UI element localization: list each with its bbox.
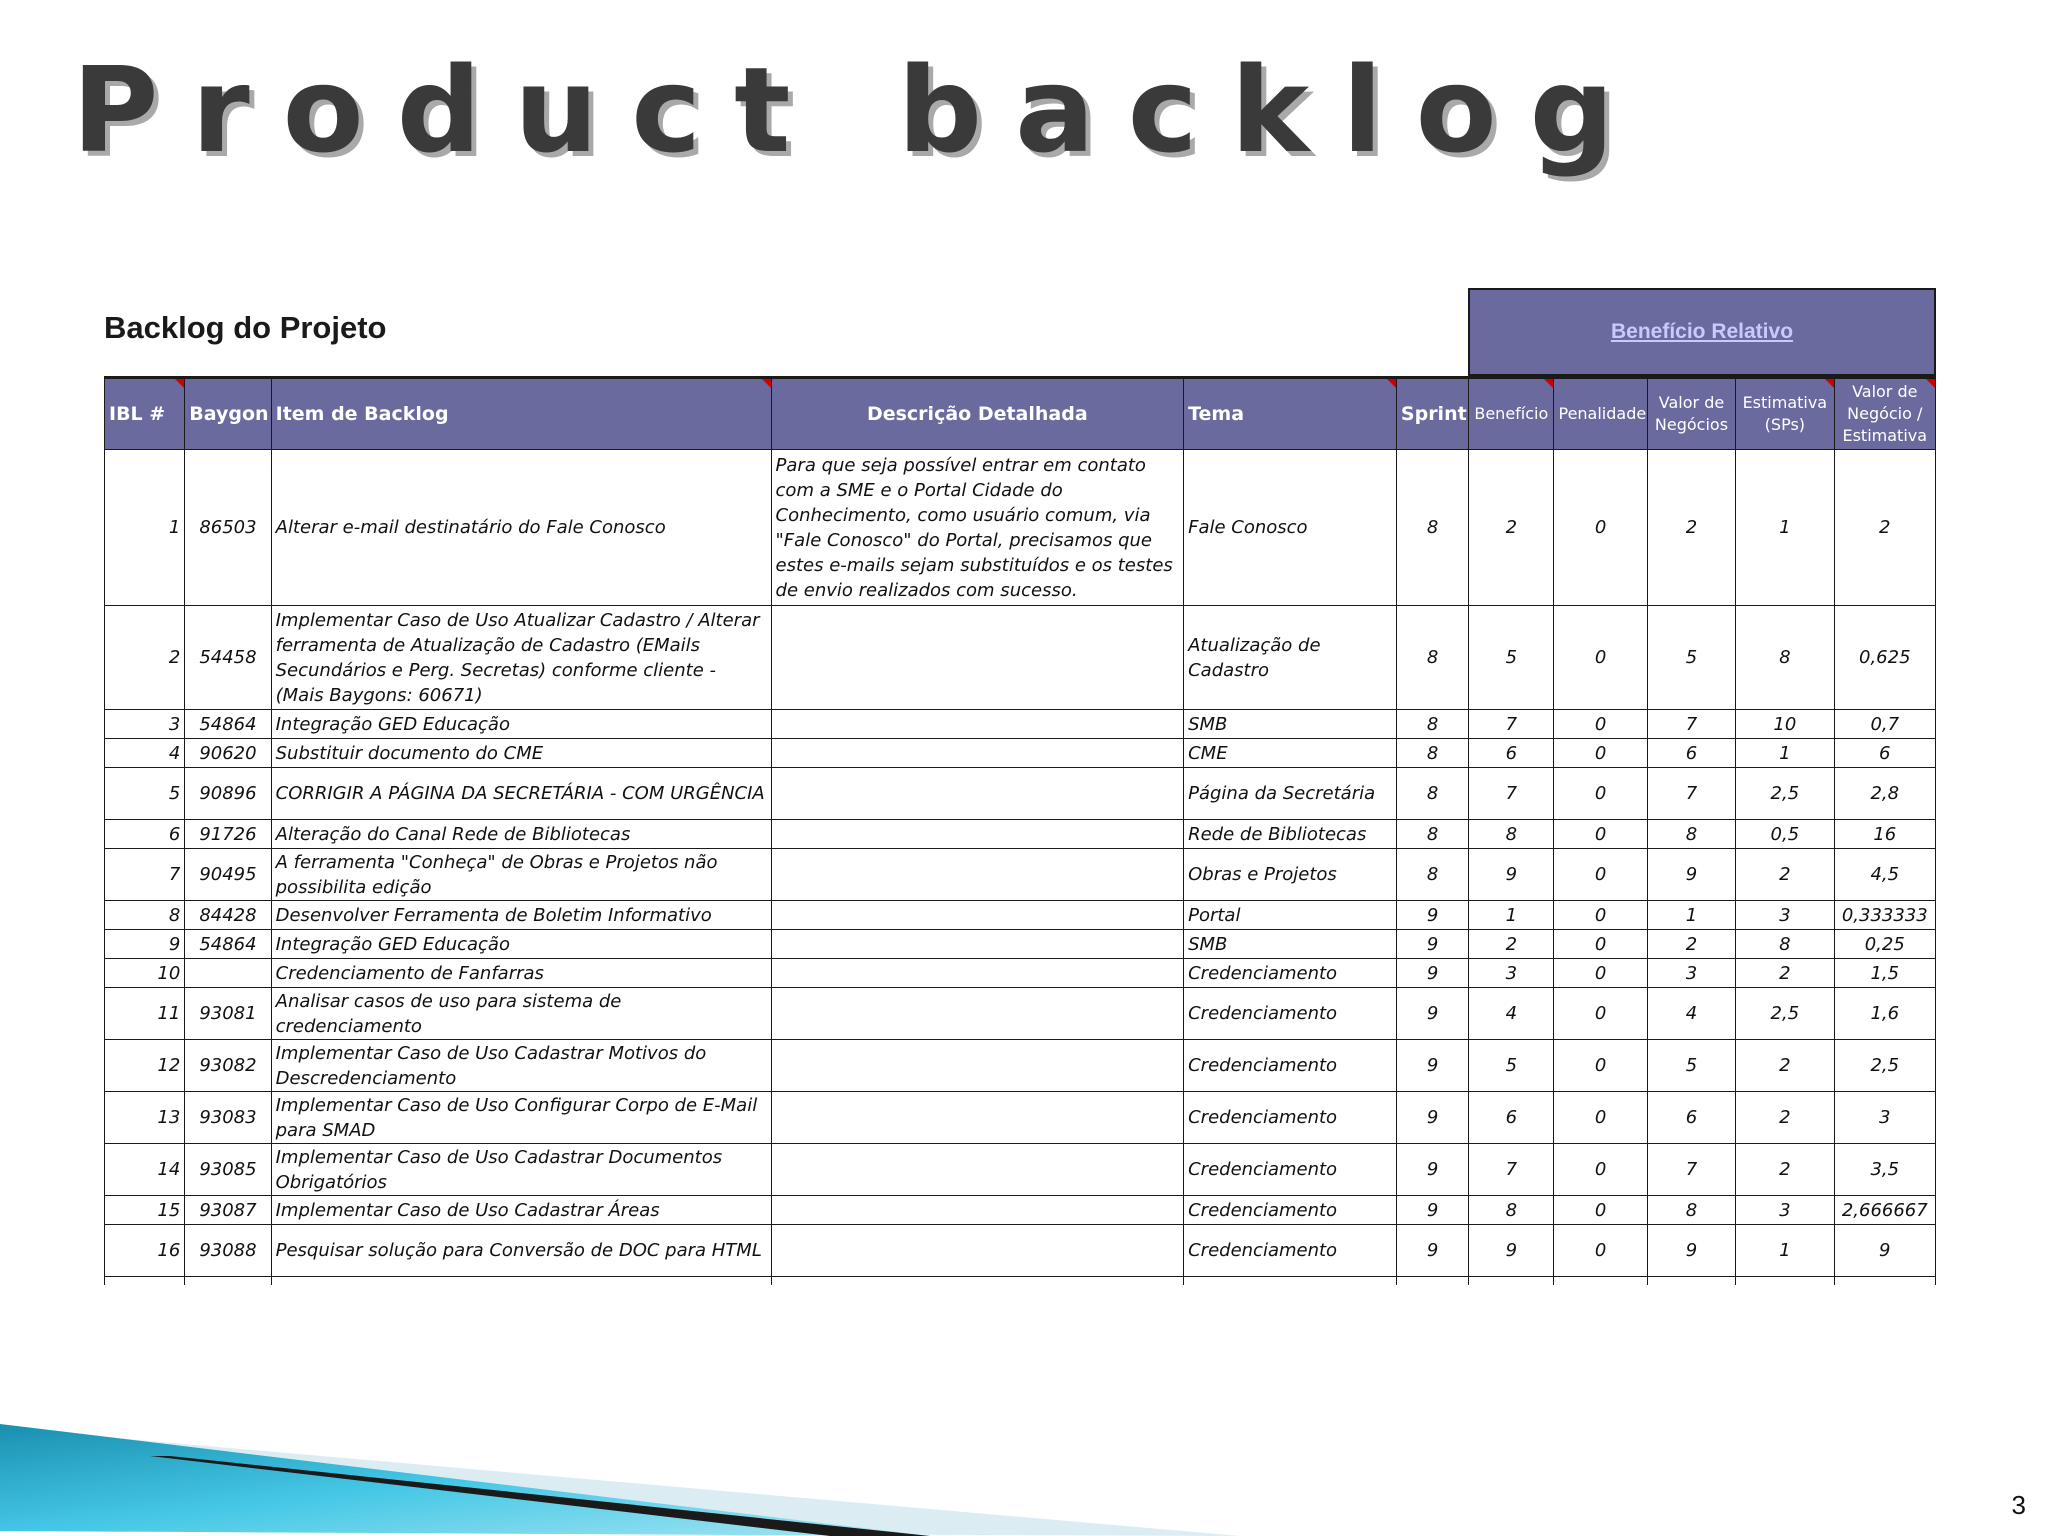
cell-business-value[interactable]: 5 [1647, 606, 1735, 710]
cell-estimate[interactable]: 1 [1736, 450, 1834, 606]
cell-theme[interactable]: Atualização de Cadastro [1184, 606, 1397, 710]
cell-estimate[interactable]: 2 [1736, 1144, 1834, 1196]
cell-ibl[interactable]: 4 [105, 739, 185, 768]
cell-baygon[interactable]: 93087 [185, 1196, 271, 1225]
cell-ibl[interactable]: 11 [105, 988, 185, 1040]
cell-ibl[interactable]: 5 [105, 768, 185, 820]
column-header-theme[interactable]: Tema [1184, 378, 1397, 450]
cell-sprint[interactable]: 8 [1396, 768, 1468, 820]
relative-benefit-header [1468, 288, 1936, 376]
backlog-spreadsheet [104, 288, 1936, 1288]
comment-marker-icon [1825, 379, 1834, 388]
cell-value-per-estimate[interactable]: 3 [1834, 1092, 1935, 1144]
column-header-business-value[interactable]: Valor de Negócios [1647, 378, 1735, 450]
cell-item[interactable]: Implementar Caso de Uso Cadastrar Motivos do Descredenciamento [271, 1040, 771, 1092]
cell-item[interactable]: Substituir documento do CME [271, 739, 771, 768]
cell-penalty[interactable]: 0 [1554, 901, 1647, 930]
cell-estimate[interactable]: 2,5 [1736, 988, 1834, 1040]
cell-benefit[interactable]: 2 [1469, 450, 1554, 606]
cell-estimate[interactable]: 2,5 [1736, 768, 1834, 820]
slide-title: Product backlog [72, 41, 1648, 179]
table-row [105, 959, 1936, 988]
cell-description[interactable] [771, 820, 1184, 849]
cell-estimate[interactable]: 2 [1736, 849, 1834, 901]
cell-ibl[interactable]: 8 [105, 901, 185, 930]
cell-business-value[interactable]: 9 [1647, 849, 1735, 901]
cell-theme[interactable]: Credenciamento [1184, 959, 1397, 988]
cell-description[interactable] [771, 1225, 1184, 1277]
cell-item[interactable]: Implementar Caso de Uso Atualizar Cadastro / Alterar ferramenta de Atualização de Cadastro (EMails Secundários e Perg. Secretas) conforme cliente - (Mais Baygons: 60671) [271, 606, 771, 710]
cell-benefit[interactable]: 7 [1469, 710, 1554, 739]
column-header-baygon[interactable]: Baygon [185, 378, 271, 450]
cell-value-per-estimate[interactable]: 1,5 [1834, 959, 1935, 988]
header-row [105, 378, 1936, 450]
cell-benefit[interactable]: 1 [1469, 901, 1554, 930]
cell-sprint[interactable]: 9 [1396, 1040, 1468, 1092]
cell-benefit[interactable]: 8 [1469, 1196, 1554, 1225]
table-row [105, 768, 1936, 820]
cell-theme[interactable]: SMB [1184, 710, 1397, 739]
cell-ibl[interactable]: 2 [105, 606, 185, 710]
cell-sprint[interactable]: 9 [1396, 930, 1468, 959]
table-row [105, 1144, 1936, 1196]
decorative-corner-stripes [0, 1276, 1300, 1536]
cell-estimate[interactable]: 2 [1736, 1092, 1834, 1144]
cell-business-value[interactable]: 1 [1647, 901, 1735, 930]
table-row [105, 710, 1936, 739]
cell-sprint[interactable]: 9 [1396, 1225, 1468, 1277]
cell-ibl[interactable]: 14 [105, 1144, 185, 1196]
cell-business-value[interactable]: 9 [1647, 1225, 1735, 1277]
cell-item[interactable]: Implementar Caso de Uso Cadastrar Áreas [271, 1196, 771, 1225]
backlog-rows [105, 450, 1936, 1285]
cell-empty[interactable] [1647, 1277, 1735, 1285]
cell-penalty[interactable]: 0 [1554, 768, 1647, 820]
cell-benefit[interactable]: 6 [1469, 1092, 1554, 1144]
cell-description[interactable] [771, 988, 1184, 1040]
cell-penalty[interactable]: 0 [1554, 1092, 1647, 1144]
cell-item[interactable]: Desenvolver Ferramenta de Boletim Informativo [271, 901, 771, 930]
cell-empty[interactable] [1469, 1277, 1554, 1285]
table-row [105, 820, 1936, 849]
cell-business-value[interactable]: 6 [1647, 1092, 1735, 1144]
cell-theme[interactable]: Credenciamento [1184, 1144, 1397, 1196]
cell-value-per-estimate[interactable]: 0,333333 [1834, 901, 1935, 930]
cell-description[interactable] [771, 710, 1184, 739]
cell-benefit[interactable]: 9 [1469, 849, 1554, 901]
cell-business-value[interactable]: 8 [1647, 1196, 1735, 1225]
cell-item[interactable]: Analisar casos de uso para sistema de credenciamento [271, 988, 771, 1040]
cell-theme[interactable]: Obras e Projetos [1184, 849, 1397, 901]
cell-item[interactable]: Implementar Caso de Uso Configurar Corpo de E-Mail para SMAD [271, 1092, 771, 1144]
cell-penalty[interactable]: 0 [1554, 1196, 1647, 1225]
cell-business-value[interactable]: 6 [1647, 739, 1735, 768]
cell-business-value[interactable]: 3 [1647, 959, 1735, 988]
cell-theme[interactable]: Rede de Bibliotecas [1184, 820, 1397, 849]
cell-business-value[interactable]: 7 [1647, 1144, 1735, 1196]
cell-penalty[interactable]: 0 [1554, 710, 1647, 739]
cell-business-value[interactable]: 7 [1647, 710, 1735, 739]
cell-description[interactable]: Para que seja possível entrar em contato com a SME e o Portal Cidade do Conhecimento, como usuário comum, via "Fale Conosco" do Portal, precisamos que estes e-mails sejam substituídos e os testes de envio realizados com sucesso. [771, 450, 1184, 606]
cell-value-per-estimate[interactable]: 6 [1834, 739, 1935, 768]
column-header-penalty[interactable]: Penalidade [1554, 378, 1647, 450]
cell-theme[interactable]: Credenciamento [1184, 1196, 1397, 1225]
cell-baygon[interactable]: 90620 [185, 739, 271, 768]
cell-theme[interactable]: SMB [1184, 930, 1397, 959]
cell-sprint[interactable]: 9 [1396, 901, 1468, 930]
column-header-sprint[interactable]: Sprint [1396, 378, 1468, 450]
cell-sprint[interactable]: 8 [1396, 739, 1468, 768]
cell-ibl[interactable]: 7 [105, 849, 185, 901]
cell-theme[interactable]: CME [1184, 739, 1397, 768]
cell-theme[interactable]: Credenciamento [1184, 988, 1397, 1040]
cell-penalty[interactable]: 0 [1554, 959, 1647, 988]
cell-penalty[interactable]: 0 [1554, 988, 1647, 1040]
cell-empty[interactable] [1736, 1277, 1834, 1285]
cell-value-per-estimate[interactable]: 16 [1834, 820, 1935, 849]
cell-business-value[interactable]: 4 [1647, 988, 1735, 1040]
cell-sprint[interactable]: 9 [1396, 1196, 1468, 1225]
cell-sprint[interactable]: 8 [1396, 820, 1468, 849]
cell-description[interactable] [771, 768, 1184, 820]
cell-item[interactable]: Alteração do Canal Rede de Bibliotecas [271, 820, 771, 849]
cell-item[interactable]: Credenciamento de Fanfarras [271, 959, 771, 988]
table-row [105, 1092, 1936, 1144]
cell-ibl[interactable]: 6 [105, 820, 185, 849]
cell-value-per-estimate[interactable]: 0,25 [1834, 930, 1935, 959]
cell-baygon[interactable]: 93088 [185, 1225, 271, 1277]
column-header-ibl[interactable]: IBL # [105, 378, 185, 450]
cell-value-per-estimate[interactable]: 0,625 [1834, 606, 1935, 710]
cell-description[interactable] [771, 1196, 1184, 1225]
cell-theme[interactable]: Fale Conosco [1184, 450, 1397, 606]
table-row [105, 1196, 1936, 1225]
cell-description[interactable] [771, 1144, 1184, 1196]
cell-ibl[interactable]: 15 [105, 1196, 185, 1225]
cell-estimate[interactable]: 8 [1736, 606, 1834, 710]
cell-estimate[interactable]: 0,5 [1736, 820, 1834, 849]
cell-theme[interactable]: Página da Secretária [1184, 768, 1397, 820]
cell-sprint[interactable]: 8 [1396, 849, 1468, 901]
table-row [105, 606, 1936, 710]
cell-ibl[interactable]: 9 [105, 930, 185, 959]
table-row [105, 901, 1936, 930]
cell-penalty[interactable]: 0 [1554, 930, 1647, 959]
cell-value-per-estimate[interactable]: 1,6 [1834, 988, 1935, 1040]
cell-business-value[interactable]: 8 [1647, 820, 1735, 849]
cell-benefit[interactable]: 3 [1469, 959, 1554, 988]
cell-baygon[interactable]: 90495 [185, 849, 271, 901]
cell-ibl[interactable]: 10 [105, 959, 185, 988]
cell-theme[interactable]: Portal [1184, 901, 1397, 930]
cell-business-value[interactable]: 5 [1647, 1040, 1735, 1092]
cell-item[interactable]: Implementar Caso de Uso Cadastrar Documentos Obrigatórios [271, 1144, 771, 1196]
cell-baygon[interactable]: 54864 [185, 710, 271, 739]
backlog-title: Backlog do Projeto [104, 310, 387, 345]
cell-benefit[interactable]: 8 [1469, 820, 1554, 849]
cell-baygon[interactable]: 93085 [185, 1144, 271, 1196]
cell-baygon[interactable]: 93081 [185, 988, 271, 1040]
table-row [105, 1225, 1936, 1277]
cell-value-per-estimate[interactable]: 4,5 [1834, 849, 1935, 901]
cell-benefit[interactable]: 7 [1469, 1144, 1554, 1196]
cell-ibl[interactable]: 16 [105, 1225, 185, 1277]
cell-benefit[interactable]: 9 [1469, 1225, 1554, 1277]
column-header-description[interactable]: Descrição Detalhada [771, 378, 1184, 450]
cell-baygon[interactable]: 93083 [185, 1092, 271, 1144]
cell-theme[interactable]: Credenciamento [1184, 1040, 1397, 1092]
cell-ibl[interactable]: 13 [105, 1092, 185, 1144]
column-header-estimate[interactable]: Estimativa (SPs) [1736, 378, 1834, 450]
cell-estimate[interactable]: 3 [1736, 1196, 1834, 1225]
comment-marker-icon [1544, 379, 1553, 388]
comment-marker-icon [175, 379, 184, 388]
cell-description[interactable] [771, 901, 1184, 930]
cell-estimate[interactable]: 10 [1736, 710, 1834, 739]
cell-value-per-estimate[interactable]: 3,5 [1834, 1144, 1935, 1196]
cell-penalty[interactable]: 0 [1554, 606, 1647, 710]
cell-theme[interactable]: Credenciamento [1184, 1092, 1397, 1144]
cell-estimate[interactable]: 3 [1736, 901, 1834, 930]
cell-value-per-estimate[interactable]: 2,8 [1834, 768, 1935, 820]
cell-description[interactable] [771, 1040, 1184, 1092]
cell-item[interactable]: Integração GED Educação [271, 930, 771, 959]
cell-penalty[interactable]: 0 [1554, 1225, 1647, 1277]
page-number: 3 [2011, 1490, 2026, 1520]
cell-estimate[interactable]: 2 [1736, 1040, 1834, 1092]
cell-baygon[interactable]: 54458 [185, 606, 271, 710]
cell-empty[interactable] [1396, 1277, 1468, 1285]
cell-description[interactable] [771, 739, 1184, 768]
cell-penalty[interactable]: 0 [1554, 849, 1647, 901]
cell-baygon[interactable]: 84428 [185, 901, 271, 930]
cell-ibl[interactable]: 12 [105, 1040, 185, 1092]
cell-baygon[interactable]: 86503 [185, 450, 271, 606]
cell-value-per-estimate[interactable]: 0,7 [1834, 710, 1935, 739]
relative-benefit-link[interactable]: Benefício Relativo [1610, 320, 1794, 343]
cell-value-per-estimate[interactable]: 2 [1834, 450, 1935, 606]
cell-description[interactable] [771, 959, 1184, 988]
cell-estimate[interactable]: 1 [1736, 739, 1834, 768]
cell-item[interactable]: Integração GED Educação [271, 710, 771, 739]
cell-description[interactable] [771, 849, 1184, 901]
cell-baygon[interactable]: 90896 [185, 768, 271, 820]
table-row [105, 849, 1936, 901]
table-row [105, 450, 1936, 606]
cell-estimate[interactable]: 1 [1736, 1225, 1834, 1277]
cell-sprint[interactable]: 9 [1396, 988, 1468, 1040]
cell-empty[interactable] [1554, 1277, 1647, 1285]
cell-benefit[interactable]: 5 [1469, 606, 1554, 710]
cell-penalty[interactable]: 0 [1554, 820, 1647, 849]
table-row [105, 930, 1936, 959]
cell-value-per-estimate[interactable]: 2,666667 [1834, 1196, 1935, 1225]
cell-benefit[interactable]: 2 [1469, 930, 1554, 959]
cell-description[interactable] [771, 1092, 1184, 1144]
table-row [105, 1040, 1936, 1092]
cell-description[interactable] [771, 606, 1184, 710]
backlog-table [104, 376, 1936, 1285]
cell-description[interactable] [771, 930, 1184, 959]
column-header-value-per-estimate[interactable]: Valor de Negócio / Estimativa [1834, 378, 1935, 450]
cell-item[interactable]: Pesquisar solução para Conversão de DOC para HTML [271, 1225, 771, 1277]
cell-benefit[interactable]: 5 [1469, 1040, 1554, 1092]
cell-business-value[interactable]: 7 [1647, 768, 1735, 820]
comment-marker-icon [1387, 379, 1396, 388]
cell-theme[interactable]: Credenciamento [1184, 1225, 1397, 1277]
cell-benefit[interactable]: 6 [1469, 739, 1554, 768]
cell-sprint[interactable]: 9 [1396, 959, 1468, 988]
cell-penalty[interactable]: 0 [1554, 1144, 1647, 1196]
comment-marker-icon [762, 379, 771, 388]
cell-benefit[interactable]: 7 [1469, 768, 1554, 820]
column-header-item[interactable]: Item de Backlog [271, 378, 771, 450]
cell-business-value[interactable]: 2 [1647, 930, 1735, 959]
comment-marker-icon [1926, 379, 1935, 388]
cell-benefit[interactable]: 4 [1469, 988, 1554, 1040]
cell-item[interactable]: A ferramenta "Conheça" de Obras e Projetos não possibilita edição [271, 849, 771, 901]
cell-baygon[interactable] [185, 959, 271, 988]
cell-item[interactable]: Alterar e-mail destinatário do Fale Conosco [271, 450, 771, 606]
cell-baygon[interactable]: 91726 [185, 820, 271, 849]
cell-baygon[interactable]: 54864 [185, 930, 271, 959]
cell-value-per-estimate[interactable]: 9 [1834, 1225, 1935, 1277]
column-header-benefit[interactable]: Benefício [1469, 378, 1554, 450]
table-row [105, 988, 1936, 1040]
cell-estimate[interactable]: 2 [1736, 959, 1834, 988]
table-row [105, 739, 1936, 768]
cell-business-value[interactable]: 2 [1647, 450, 1735, 606]
cell-sprint[interactable]: 8 [1396, 450, 1468, 606]
cell-penalty[interactable]: 0 [1554, 739, 1647, 768]
cell-sprint[interactable]: 9 [1396, 1144, 1468, 1196]
cell-item[interactable]: CORRIGIR A PÁGINA DA SECRETÁRIA - COM URGÊNCIA [271, 768, 771, 820]
cell-ibl[interactable]: 3 [105, 710, 185, 739]
cell-sprint[interactable]: 8 [1396, 606, 1468, 710]
cell-ibl[interactable]: 1 [105, 450, 185, 606]
cell-estimate[interactable]: 8 [1736, 930, 1834, 959]
cell-empty[interactable] [1834, 1277, 1935, 1285]
cell-penalty[interactable]: 0 [1554, 450, 1647, 606]
cell-value-per-estimate[interactable]: 2,5 [1834, 1040, 1935, 1092]
cell-sprint[interactable]: 8 [1396, 710, 1468, 739]
cell-baygon[interactable]: 93082 [185, 1040, 271, 1092]
cell-sprint[interactable]: 9 [1396, 1092, 1468, 1144]
cell-penalty[interactable]: 0 [1554, 1040, 1647, 1092]
